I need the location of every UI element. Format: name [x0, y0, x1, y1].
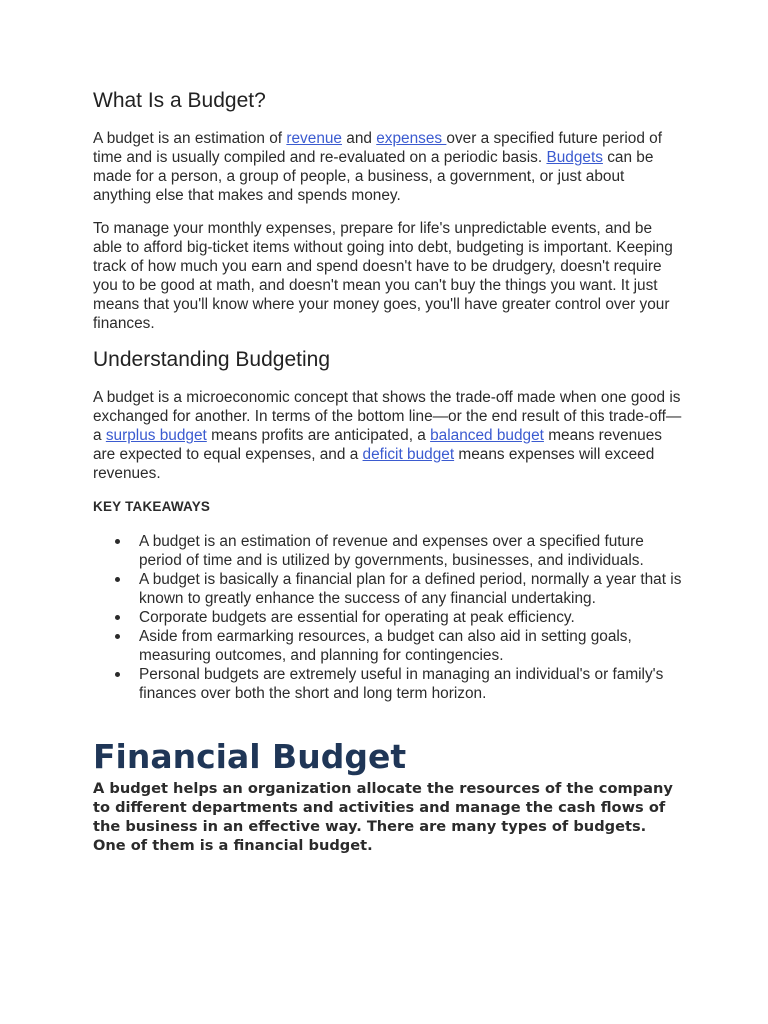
- paragraph-manage-expenses: To manage your monthly expenses, prepare for life's unpredictable events, and be able to afford big-ticket items without going into debt, budgeting is important. Keeping track of how much you earn and spend doesn't have to be drudgery, doesn't require you to be good at math, and doesn't mean you can't buy the things you want. It just means that you'll know where your money goes, you'll have greater control over your finances.: [93, 220, 673, 332]
- bullet-icon: [115, 539, 120, 544]
- bullet-icon: [115, 577, 120, 582]
- financial-budget-paragraph: A budget helps an organization allocate the resources of the company to different departments and activities and manage the cash flows of the business in an effective way. There are many types of budgets. One of them is a financial budget.: [93, 780, 673, 854]
- link-balanced-budget[interactable]: balanced budget: [430, 427, 544, 444]
- list-item: [139, 532, 683, 570]
- paragraph-budget-definition: [93, 129, 683, 205]
- list-item: [139, 665, 683, 703]
- text-span: and: [342, 130, 377, 147]
- list-item-text: Aside from earmarking resources, a budget can also aid in setting goals, measuring outcomes, and planning for contingencies.: [139, 628, 632, 664]
- text-span: means expenses will exceed revenues.: [93, 446, 655, 482]
- link-expenses[interactable]: expenses: [376, 130, 447, 147]
- section-title-what-is-a-budget: What Is a Budget?: [93, 89, 266, 112]
- key-takeaways-heading: KEY TAKEAWAYS: [93, 499, 211, 514]
- text-span: means profits are anticipated, a: [206, 427, 431, 444]
- link-surplus-budget[interactable]: surplus budget: [105, 427, 207, 444]
- list-item-text: A budget is an estimation of revenue and expenses over a specified future period of time and is utilized by governments, businesses, and individuals.: [139, 533, 644, 569]
- list-item: [139, 608, 683, 627]
- text-span: A budget is an estimation of: [93, 130, 287, 147]
- text-span: A budget is a microeconomic concept that shows the trade-off made when one good is exchanged for another. In terms of the bottom line—or the end result of this trade-off—a: [93, 389, 682, 444]
- section-title-understanding-budgeting: Understanding Budgeting: [93, 348, 331, 371]
- bullet-icon: [115, 615, 120, 620]
- text-span: over a specified future period of time and is usually compiled and re-evaluated on a periodic basis.: [93, 130, 663, 166]
- document-page: [93, 88, 683, 855]
- list-item-text: A budget is basically a financial plan for a defined period, normally a year that is known to greatly enhance the success of any financial undertaking.: [139, 571, 682, 607]
- link-budgets[interactable]: Budgets: [546, 149, 603, 166]
- link-deficit-budget[interactable]: deficit budget: [362, 446, 455, 463]
- list-item-text: Corporate budgets are essential for operating at peak efficiency.: [139, 609, 575, 626]
- text-span: can be made for a person, a group of people, a business, a government, or just about anything else that makes and spends money.: [93, 149, 654, 204]
- key-takeaways-list: [93, 532, 683, 703]
- bullet-icon: [115, 672, 120, 677]
- financial-budget-title: Financial Budget: [93, 737, 407, 776]
- text-span: means revenues are expected to equal expenses, and a: [93, 427, 662, 463]
- list-item: [139, 627, 683, 665]
- bullet-icon: [115, 634, 120, 639]
- list-item-text: Personal budgets are extremely useful in managing an individual's or family's finances over both the short and long term horizon.: [139, 666, 664, 702]
- link-revenue[interactable]: revenue: [286, 130, 342, 147]
- paragraph-microeconomic-concept: [93, 388, 683, 483]
- list-item: [139, 570, 683, 608]
